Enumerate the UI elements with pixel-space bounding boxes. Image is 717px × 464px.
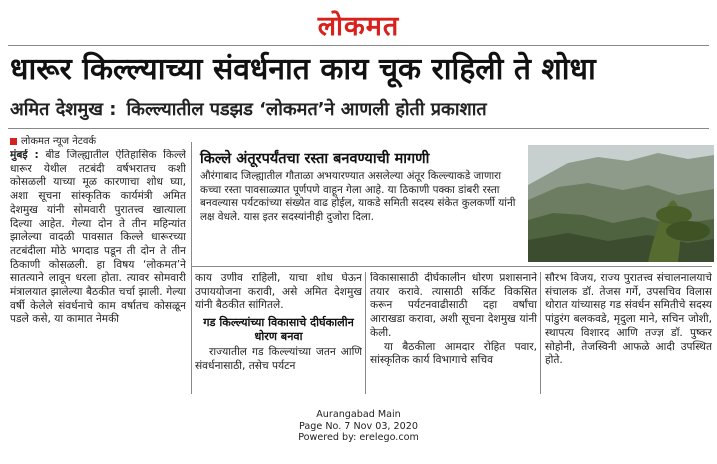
box-text: औरंगाबाद जिल्ह्यातील गौताळा अभयारण्यात असलेल्या अंतूर किल्ल्याकडे जाणारा कच्चा रस्ता पावसाळ्यात पूर्णपणे वाहून गेला आहे. या ठिकाणी पक्का डांबरी रस्ता बनवल्यास पर्यटकांच्या संख्येत वाढ होईल, याकडे समिती सदस्य संकेत कुलकर्णी यांनी लक्ष वेधले. यास इतर सदस्यांनीही दुजोरा दिला. bbox=[200, 170, 516, 223]
article-column-1 bbox=[10, 149, 186, 389]
article-text: सौरभ विजय, राज्य पुरातत्त्व संचालनालयाचे संचालक डॉ. तेजस गर्गे, उपसचिव विलास थोरात यांच्यासह गड संवर्धन समितीचे सदस्य पांडुरंग बलकवडे, मृदुला माने, सचिन जोशी, स्थापत्य विशारद आणि तज्ज्ञ डॉ. पुष्कर सोहोनी, तेजस्विनी आफळे आदी उपस्थित होते. bbox=[545, 272, 712, 367]
box-title: किल्ले अंतूरपर्यंतचा रस्ता बनवण्याची मागणी bbox=[200, 151, 430, 167]
powered-by: Powered by: erelego.com bbox=[298, 432, 419, 444]
article-column-4 bbox=[545, 272, 712, 394]
page-footer bbox=[0, 409, 717, 444]
subhead-author: अमित देशमुख : bbox=[10, 99, 117, 120]
subheadline bbox=[10, 97, 710, 123]
section-subheading: गड किल्ल्यांच्या विकासाचे दीर्घकालीन धोरण बनवा bbox=[203, 316, 354, 344]
fort-landscape-photo bbox=[528, 145, 714, 262]
article-column-3 bbox=[370, 272, 537, 394]
article-text: या बैठकीला आमदार रोहित पवार, सांस्कृतिक कार्य विभागाचे सचिव bbox=[370, 340, 537, 367]
column-divider bbox=[540, 272, 541, 394]
divider bbox=[8, 45, 709, 46]
column-divider bbox=[191, 142, 192, 394]
column-divider bbox=[365, 272, 366, 394]
article-column-2 bbox=[195, 272, 362, 394]
masthead-logo: लोकमत bbox=[317, 11, 400, 42]
divider bbox=[8, 128, 709, 129]
article-text: बीड जिल्ह्यातील ऐतिहासिक किल्ले धारूर येथील तटबंदी वर्षभरातच कशी कोसळली याच्या मूळ कारणाचा शोध घ्या, अशा सूचना सांस्कृतिक कार्यमंत्री अमित देशमुख यांनी सोमवारी पुरातत्त्व खात्याला दिल्या आहेत. गेल्या दोन ते तीन महिन्यांत झालेल्या वादळी पावसात किल्ले धारूरच्या तटबंदीला मोठे भगदाड पडून ती दोन ते तीन ठिकाणी कोसळली. हा विषय ‘लोकमत’ने सातत्याने लावून धरला होता. त्यावर सोमवारी मंत्रालयात झालेल्या बैठकीत चर्चा झाली. गेल्या वर्षी केलेले संवर्धनाचे काम वर्षातच कोसळून पडले कसे, या कामात नेमकी bbox=[10, 149, 186, 326]
divider bbox=[192, 266, 712, 267]
article-text: विकासासाठी दीर्घकालीन धोरण प्रशासनाने तयार करावे. त्यासाठी सर्किट विकसित करून पर्यटनवाढीसाठी दहा वर्षांचा आराखडा करावा, अशी सूचना देशमुख यांनी केली. bbox=[370, 272, 537, 339]
byline-text: लोकमत न्यूज नेटवर्क bbox=[21, 136, 97, 147]
subhead-text: किल्ल्यातील पडझड ‘लोकमत’ने आणली होती प्रकाशात bbox=[126, 99, 487, 120]
page-date: Page No. 7 Nov 03, 2020 bbox=[299, 420, 418, 432]
article-text: राज्यातील गड किल्ल्यांच्या जतन आणि संवर्धनासाठी, तसेच पर्यटन bbox=[195, 346, 362, 372]
byline bbox=[10, 133, 96, 147]
edition-label: Aurangabad Main bbox=[316, 409, 401, 420]
article-text: काय उणीव राहिली, याचा शोध घेऊन उपाययोजना करावी, असे अमित देशमुख यांनी बैठकीत सांगितले. bbox=[195, 272, 362, 312]
square-bullet-icon bbox=[10, 138, 17, 145]
dateline: मुंबई : bbox=[10, 149, 39, 161]
landscape-image bbox=[528, 145, 714, 262]
headline: धारूर किल्ल्याच्या संवर्धनात काय चूक राहिली ते शोधा bbox=[10, 52, 596, 87]
